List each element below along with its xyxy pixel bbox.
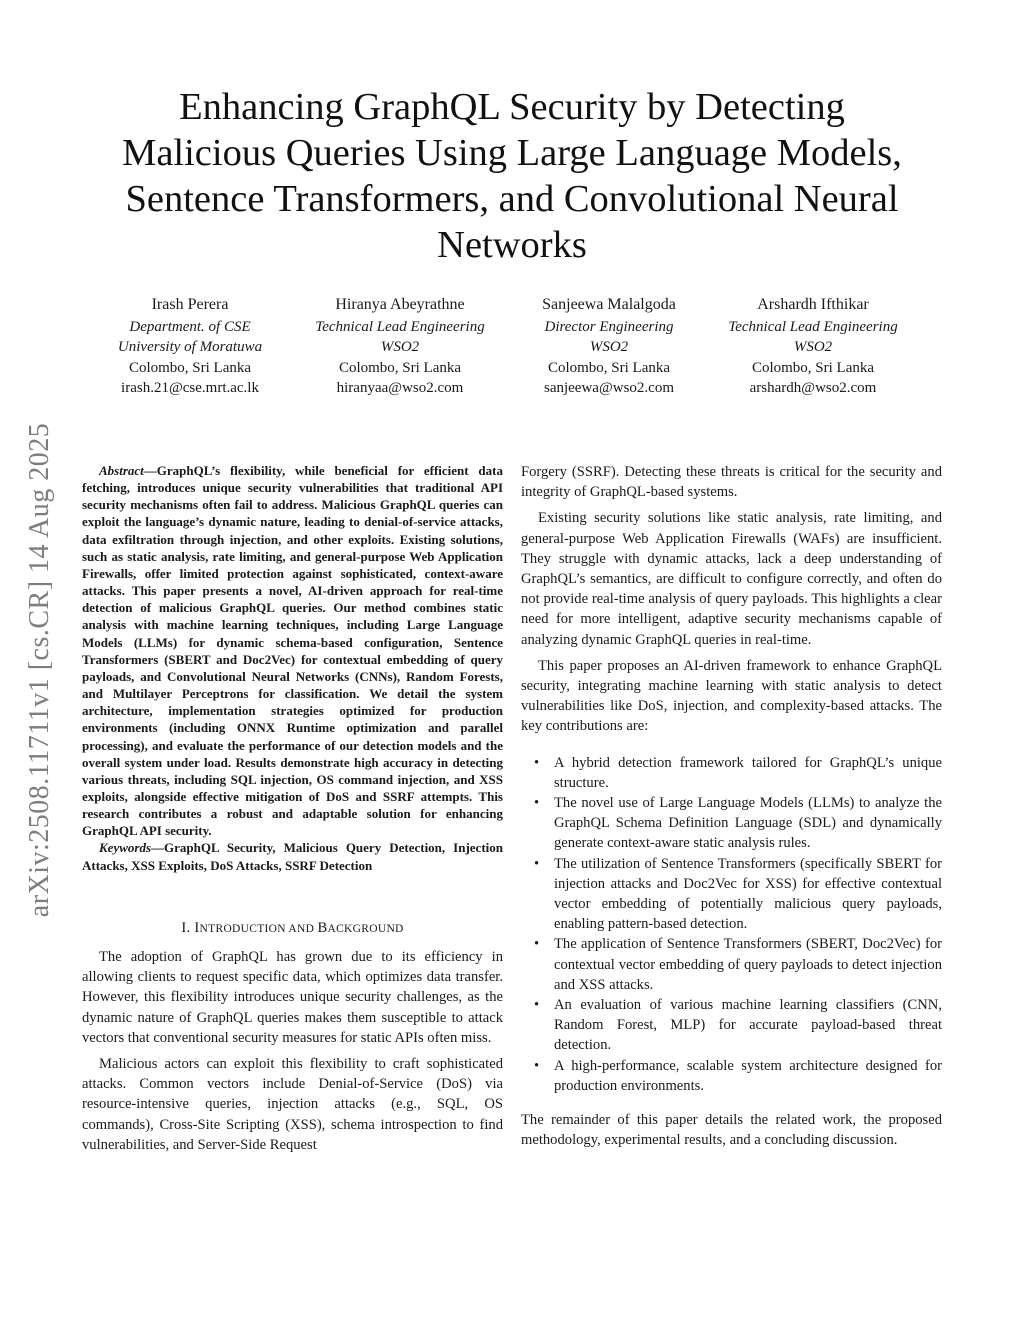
author-2 [285, 295, 515, 399]
list-item: • The utilization of Sentence Transformers (specifically SBERT for injection attacks and Doc2Vec for XSS) for effective contextual vector embedding of potentially malicious query payloads, enabling pattern-based detection. [554, 854, 942, 935]
author-email: arshardh@wso2.com [749, 380, 877, 396]
contributions-list [521, 753, 942, 1096]
abstract-text: —GraphQL’s flexibility, while beneficial for efficient data fetching, introduces unique security vulnerabilities that traditional API security mechanisms often fail to address. Malicious GraphQL queries can exploit the language’s dynamic nature, leading to denial-of-service attacks, data exfiltration through injection, and other exploits. Existing solutions, such as static analysis, rate limiting, and general-purpose Web Application Firewalls, offer limited protection against sophisticated, context-aware attacks. This paper presents a novel, AI-driven approach for real-time detection of malicious GraphQL queries. Our method combines static analysis with machine learning techniques, including Large Language Models (LLMs) for dynamic schema-based configuration, Sentence Transformers (SBERT and Doc2Vec) for contextual embedding of query payloads, and Convolutional Neural Networks (CNNs), Random Forests, and Multilayer Perceptrons for classification. We detail the system architecture, implementation strategies optimized for production environments (including ONNX Runtime optimization and parallel processing), and evaluate the performance of our detection models and the overall system under load. Results demonstrate high accuracy in detecting various threats, including SQL injection, OS command injection, and XSS exploits, alongside effective mitigation of DoS and SSRF attempts. This research contributes a robust and adaptable solution for enhancing GraphQL API security. [82, 463, 503, 839]
author-email: irash.21@cse.mrt.ac.lk [121, 380, 259, 396]
keywords [82, 839, 503, 873]
author-organization: University of Moratuwa [117, 339, 263, 355]
author-location: Colombo, Sri Lanka [128, 359, 252, 376]
author-affiliation: Department. of CSE [129, 318, 251, 335]
author-4 [698, 295, 928, 399]
list-item: • The application of Sentence Transformers (SBERT, Doc2Vec) for contextual vector embedding of query payloads to detect injection and XSS attacks. [554, 934, 942, 995]
body-paragraph: The adoption of GraphQL has grown due to its efficiency in allowing clients to request specific data, which optimizes data transfer. However, this flexibility introduces unique security challenges, as the dynamic nature of GraphQL queries makes them susceptible to attack vectors that conventional security measures for static APIs often miss. [82, 948, 503, 1046]
author-location: Colombo, Sri Lanka [338, 359, 462, 376]
title-line: Malicious Queries Using Large Language Models, [122, 132, 902, 174]
list-item: • A hybrid detection framework tailored for GraphQL’s unique structure. [554, 753, 942, 793]
body-paragraph: This paper proposes an AI-driven framework to enhance GraphQL security, integrating machine learning with static analysis to detect vulnerabilities like DoS, injection, and complexity-based attacks. The key contributions are: [521, 657, 942, 735]
list-item: • The novel use of Large Language Models (LLMs) to analyze the GraphQL Schema Definition Language (SDL) and dynamically generate context-aware static analysis rules. [554, 793, 942, 854]
author-3 [494, 295, 724, 399]
author-1 [75, 295, 305, 399]
list-item: • A high-performance, scalable system architecture designed for production environments. [554, 1056, 942, 1096]
author-email: hiranyaa@wso2.com [336, 380, 464, 396]
title-line: Networks [437, 224, 587, 266]
body-paragraph: Forgery (SSRF). Detecting these threats is critical for the security and integrity of GraphQL-based systems. [521, 464, 942, 501]
abstract [82, 462, 503, 839]
arxiv-identifier [20, 370, 60, 970]
title-line: Sentence Transformers, and Convolutional Neural [125, 178, 899, 220]
right-column [521, 462, 942, 1151]
author-affiliation: Director Engineering [544, 318, 674, 335]
author-name: Hiranya Abeyrathne [335, 296, 465, 313]
author-affiliation: Technical Lead Engineering [728, 318, 898, 335]
author-name: Sanjeewa Malalgoda [542, 296, 676, 313]
author-organization: WSO2 [589, 339, 629, 355]
keywords-text: —GraphQL Security, Malicious Query Detection, Injection Attacks, XSS Exploits, DoS Attacks, SSRF Detection [82, 840, 503, 873]
body-paragraph: Malicious actors can exploit this flexibility to craft sophisticated attacks. Common vectors include Denial-of-Service (DoS) via resource-intensive queries, injection attacks (e.g., SQL, OS commands), Cross-Site Scripting (XSS), schema introspection to find vulnerabilities, and Server-Side Request [82, 1055, 503, 1153]
title-line: Enhancing GraphQL Security by Detecting [179, 86, 845, 128]
author-block [0, 295, 1024, 405]
paper-title [80, 84, 944, 268]
author-organization: WSO2 [793, 339, 833, 355]
author-email: sanjeewa@wso2.com [543, 380, 675, 396]
abstract-label: Abstract [99, 463, 144, 478]
body-paragraph: Existing security solutions like static analysis, rate limiting, and general-purpose Web Application Firewalls (WAFs) are insufficient. They struggle with dynamic attacks, lack a deep understanding of GraphQL’s semantics, are difficult to configure correctly, and often do not provide real-time analysis of query payloads. This highlights a clear need for more intelligent, adaptive security mechanisms capable of analyzing dynamic GraphQL queries in real-time. [521, 510, 942, 648]
author-location: Colombo, Sri Lanka [547, 359, 671, 376]
author-name: Arshardh Ifthikar [757, 296, 869, 313]
author-name: Irash Perera [151, 296, 229, 313]
arxiv-identifier-text: arXiv:2508.11711v1 [cs.CR] 14 Aug 2025 [24, 422, 55, 918]
body-paragraph: The remainder of this paper details the related work, the proposed methodology, experimental results, and a concluding discussion. [521, 1112, 942, 1149]
section-heading-introduction: I. INTRODUCTION AND BACKGROUND [181, 919, 404, 936]
author-affiliation: Technical Lead Engineering [315, 318, 485, 335]
list-item: • An evaluation of various machine learning classifiers (CNN, Random Forest, MLP) for accurate payload-based threat detection. [554, 995, 942, 1056]
left-column [82, 462, 503, 1155]
keywords-label: Keywords [99, 840, 151, 856]
author-organization: WSO2 [380, 339, 420, 355]
author-location: Colombo, Sri Lanka [751, 359, 875, 376]
